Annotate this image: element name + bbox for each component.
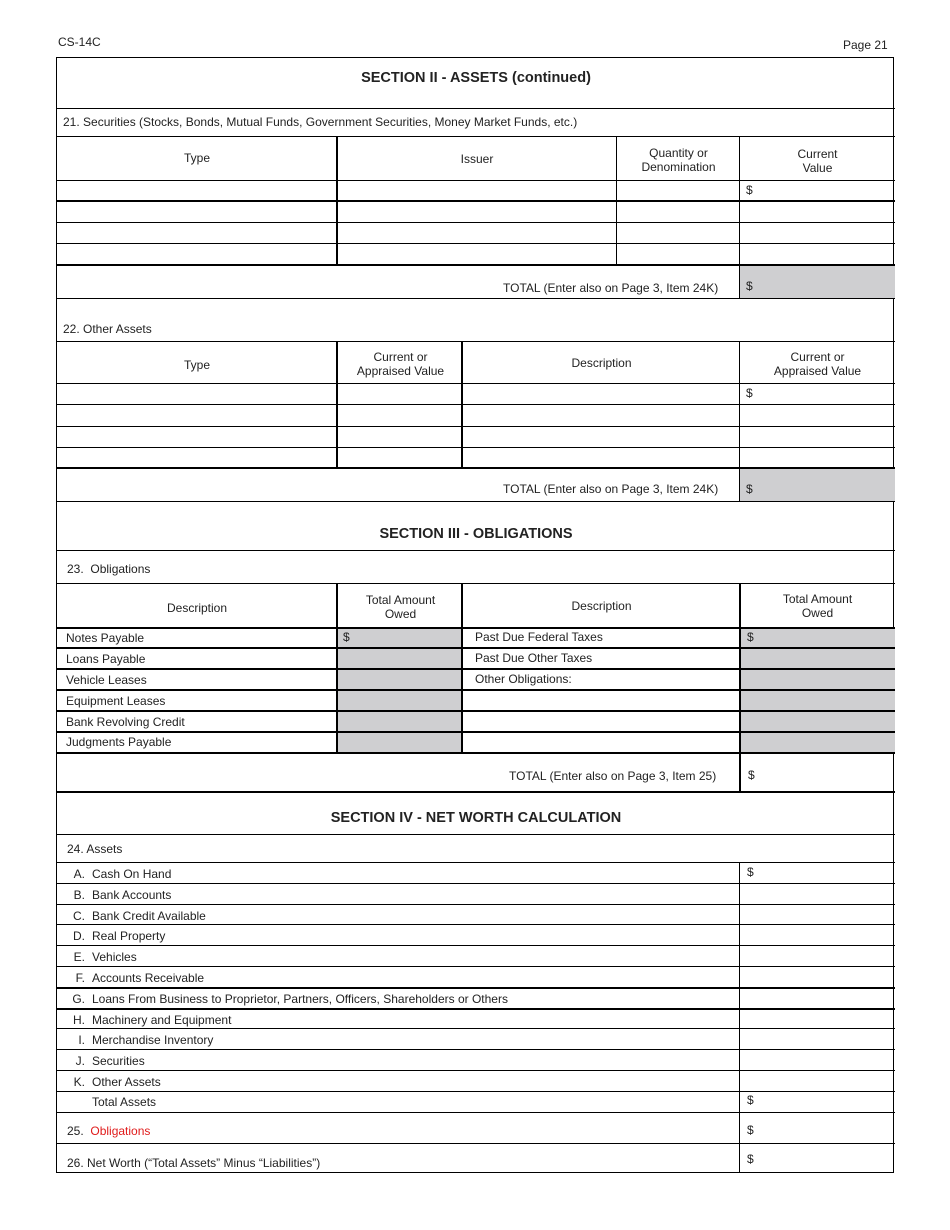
asset-row-label: Merchandise Inventory	[92, 1033, 214, 1048]
asset-row-label: Securities	[92, 1054, 145, 1069]
financial-statement-form	[56, 57, 894, 1173]
obligations-col-owed-line2: Owed	[384, 607, 417, 621]
asset-row-label: Accounts Receivable	[92, 971, 205, 985]
asset-row-letter: G.	[72, 991, 85, 1006]
obligation-right-row: Other Obligations:	[475, 672, 572, 686]
asset-row-value-field[interactable]	[741, 1009, 895, 1030]
other-assets-col-type: Type	[183, 358, 210, 372]
securities-row[interactable]	[57, 244, 895, 264]
securities-value-dollar: $	[746, 183, 753, 197]
section-3-title: SECTION III - OBLIGATIONS	[379, 526, 573, 542]
asset-row	[57, 925, 895, 946]
asset-row	[57, 988, 895, 1009]
other-assets-col-value	[338, 350, 463, 378]
item-25-dollar: $	[747, 1123, 754, 1137]
asset-row-letter: F.	[75, 971, 85, 985]
obligations-col-owed-line1: Total Amount	[365, 593, 436, 607]
total-assets-dollar: $	[747, 1093, 754, 1107]
form-id: CS-14C	[58, 35, 101, 49]
item-25-field[interactable]	[741, 1113, 895, 1142]
asset-row	[57, 905, 895, 926]
item-21-label: 21. Securities (Stocks, Bonds, Mutual Funds, Government Securities, Money Market Funds, etc.)	[63, 115, 578, 129]
total-assets-field[interactable]	[741, 1092, 895, 1112]
asset-row-label: Bank Credit Available	[92, 908, 206, 923]
item-22-label: 22. Other Assets	[63, 322, 152, 336]
asset-row	[57, 1029, 895, 1050]
asset-row-letter: D.	[73, 929, 85, 944]
asset-row-value-field[interactable]	[741, 967, 895, 988]
other-assets-total-label: TOTAL (Enter also on Page 3, Item 24K)	[503, 482, 719, 496]
other-assets-row[interactable]	[57, 448, 895, 467]
obligations-col-owed	[338, 593, 463, 621]
asset-row-letter: I.	[78, 1033, 85, 1048]
asset-row-value-field[interactable]	[741, 1071, 895, 1092]
securities-col-type: Type	[183, 151, 210, 165]
asset-row-value-field[interactable]	[741, 1029, 895, 1050]
obligations-col-description-2: Description	[571, 599, 632, 613]
asset-row	[57, 884, 895, 905]
other-assets-row[interactable]	[57, 405, 895, 426]
asset-row-letter: B.	[73, 887, 85, 902]
securities-col-value	[740, 147, 895, 175]
securities-col-issuer: Issuer	[460, 152, 494, 166]
total-assets-label: Total Assets	[92, 1095, 157, 1109]
obligation-left-row: Judgments Payable	[66, 735, 172, 749]
other-assets-col-value-2-line2: Appraised Value	[773, 364, 862, 378]
obligations-total-dollar: $	[748, 768, 755, 782]
asset-row-label: Machinery and Equipment	[92, 1012, 232, 1027]
securities-col-value-line1: Current	[797, 147, 838, 161]
securities-col-quantity-line2: Denomination	[641, 160, 716, 174]
asset-row-value-field[interactable]	[741, 1050, 895, 1071]
page-number: Page 21	[843, 38, 888, 52]
asset-row-letter: E.	[73, 950, 85, 965]
obligations-col-owed-2-line1: Total Amount	[782, 592, 853, 606]
other-assets-col-value-line2: Appraised Value	[356, 364, 445, 378]
asset-row-value-field[interactable]	[741, 925, 895, 946]
obligation-left-row: Loans Payable	[66, 652, 146, 666]
securities-col-quantity-line1: Quantity or	[649, 146, 708, 160]
asset-row-value-field[interactable]	[741, 946, 895, 967]
asset-row	[57, 967, 895, 988]
asset-row-letter: K.	[73, 1075, 85, 1089]
item-25-label	[67, 1124, 150, 1138]
other-assets-total-field[interactable]	[740, 469, 895, 501]
item-24-label: 24. Assets	[67, 842, 123, 856]
other-assets-col-value-line1: Current or	[373, 350, 428, 364]
securities-col-value-line2: Value	[802, 161, 833, 175]
item-25-number: 25.	[67, 1124, 84, 1138]
asset-row-label: Vehicles	[92, 950, 137, 965]
obligations-col-owed-2-line2: Owed	[801, 606, 834, 620]
securities-col-quantity	[617, 146, 740, 174]
asset-row-label: Loans From Business to Proprietor, Partners, Officers, Shareholders or Others	[92, 991, 508, 1006]
asset-row-label: Cash On Hand	[92, 867, 172, 881]
item-23-label	[67, 562, 150, 576]
other-assets-col-value-2	[740, 350, 895, 378]
item-26-field[interactable]	[741, 1144, 895, 1172]
asset-row-value-field[interactable]	[741, 988, 895, 1009]
asset-row-letter: J.	[75, 1054, 85, 1069]
asset-row-value-field[interactable]	[741, 905, 895, 926]
asset-row-label: Real Property	[92, 929, 166, 944]
other-assets-col-description: Description	[571, 356, 632, 370]
asset-row-letter: A.	[73, 867, 85, 881]
item-26-dollar: $	[747, 1152, 754, 1166]
asset-row-letter: C.	[73, 908, 85, 923]
asset-row-value-field[interactable]	[741, 884, 895, 905]
other-assets-col-value-2-line1: Current or	[790, 350, 845, 364]
asset-row	[57, 946, 895, 967]
obligations-right-dollar: $	[747, 630, 754, 644]
securities-row[interactable]	[57, 181, 895, 200]
asset-row	[57, 863, 895, 884]
asset-row-letter: H.	[73, 1012, 85, 1027]
item-23-text: Obligations	[90, 562, 151, 576]
securities-total-field[interactable]	[740, 266, 895, 298]
obligation-right-row: Past Due Other Taxes	[475, 651, 593, 665]
obligations-total-label: TOTAL (Enter also on Page 3, Item 25)	[509, 769, 717, 783]
section-2-title: SECTION II - ASSETS (continued)	[361, 70, 591, 86]
securities-total-label: TOTAL (Enter also on Page 3, Item 24K)	[503, 281, 719, 295]
other-assets-row[interactable]	[57, 384, 895, 404]
obligations-col-description: Description	[166, 601, 228, 615]
other-assets-value-dollar: $	[746, 386, 753, 400]
obligations-col-owed-2	[740, 592, 895, 620]
obligations-total-field[interactable]	[741, 754, 895, 791]
securities-total-dollar: $	[746, 279, 753, 293]
section-4-title: SECTION IV - NET WORTH CALCULATION	[330, 810, 622, 826]
asset-row-label: Other Assets	[92, 1075, 161, 1089]
asset-row-label: Bank Accounts	[92, 887, 172, 902]
securities-row[interactable]	[57, 223, 895, 243]
item-26-label: 26. Net Worth (“Total Assets” Minus “Liabilities”)	[67, 1156, 321, 1170]
obligation-left-row: Equipment Leases	[66, 694, 166, 708]
asset-row	[57, 1009, 895, 1030]
asset-row-dollar: $	[747, 865, 754, 879]
asset-row	[57, 1050, 895, 1071]
other-assets-total-dollar: $	[746, 482, 753, 496]
other-assets-row[interactable]	[57, 427, 895, 447]
item-23-number: 23.	[67, 562, 84, 576]
obligation-right-row: Past Due Federal Taxes	[475, 630, 603, 644]
securities-row[interactable]	[57, 202, 895, 222]
asset-row-value-field[interactable]	[741, 863, 895, 884]
obligations-left-dollar: $	[343, 630, 350, 644]
obligation-left-row: Notes Payable	[66, 631, 145, 645]
obligation-left-row: Vehicle Leases	[66, 673, 147, 687]
item-25-text: Obligations	[90, 1124, 151, 1138]
asset-row	[57, 1071, 895, 1092]
obligation-left-row: Bank Revolving Credit	[66, 715, 185, 729]
